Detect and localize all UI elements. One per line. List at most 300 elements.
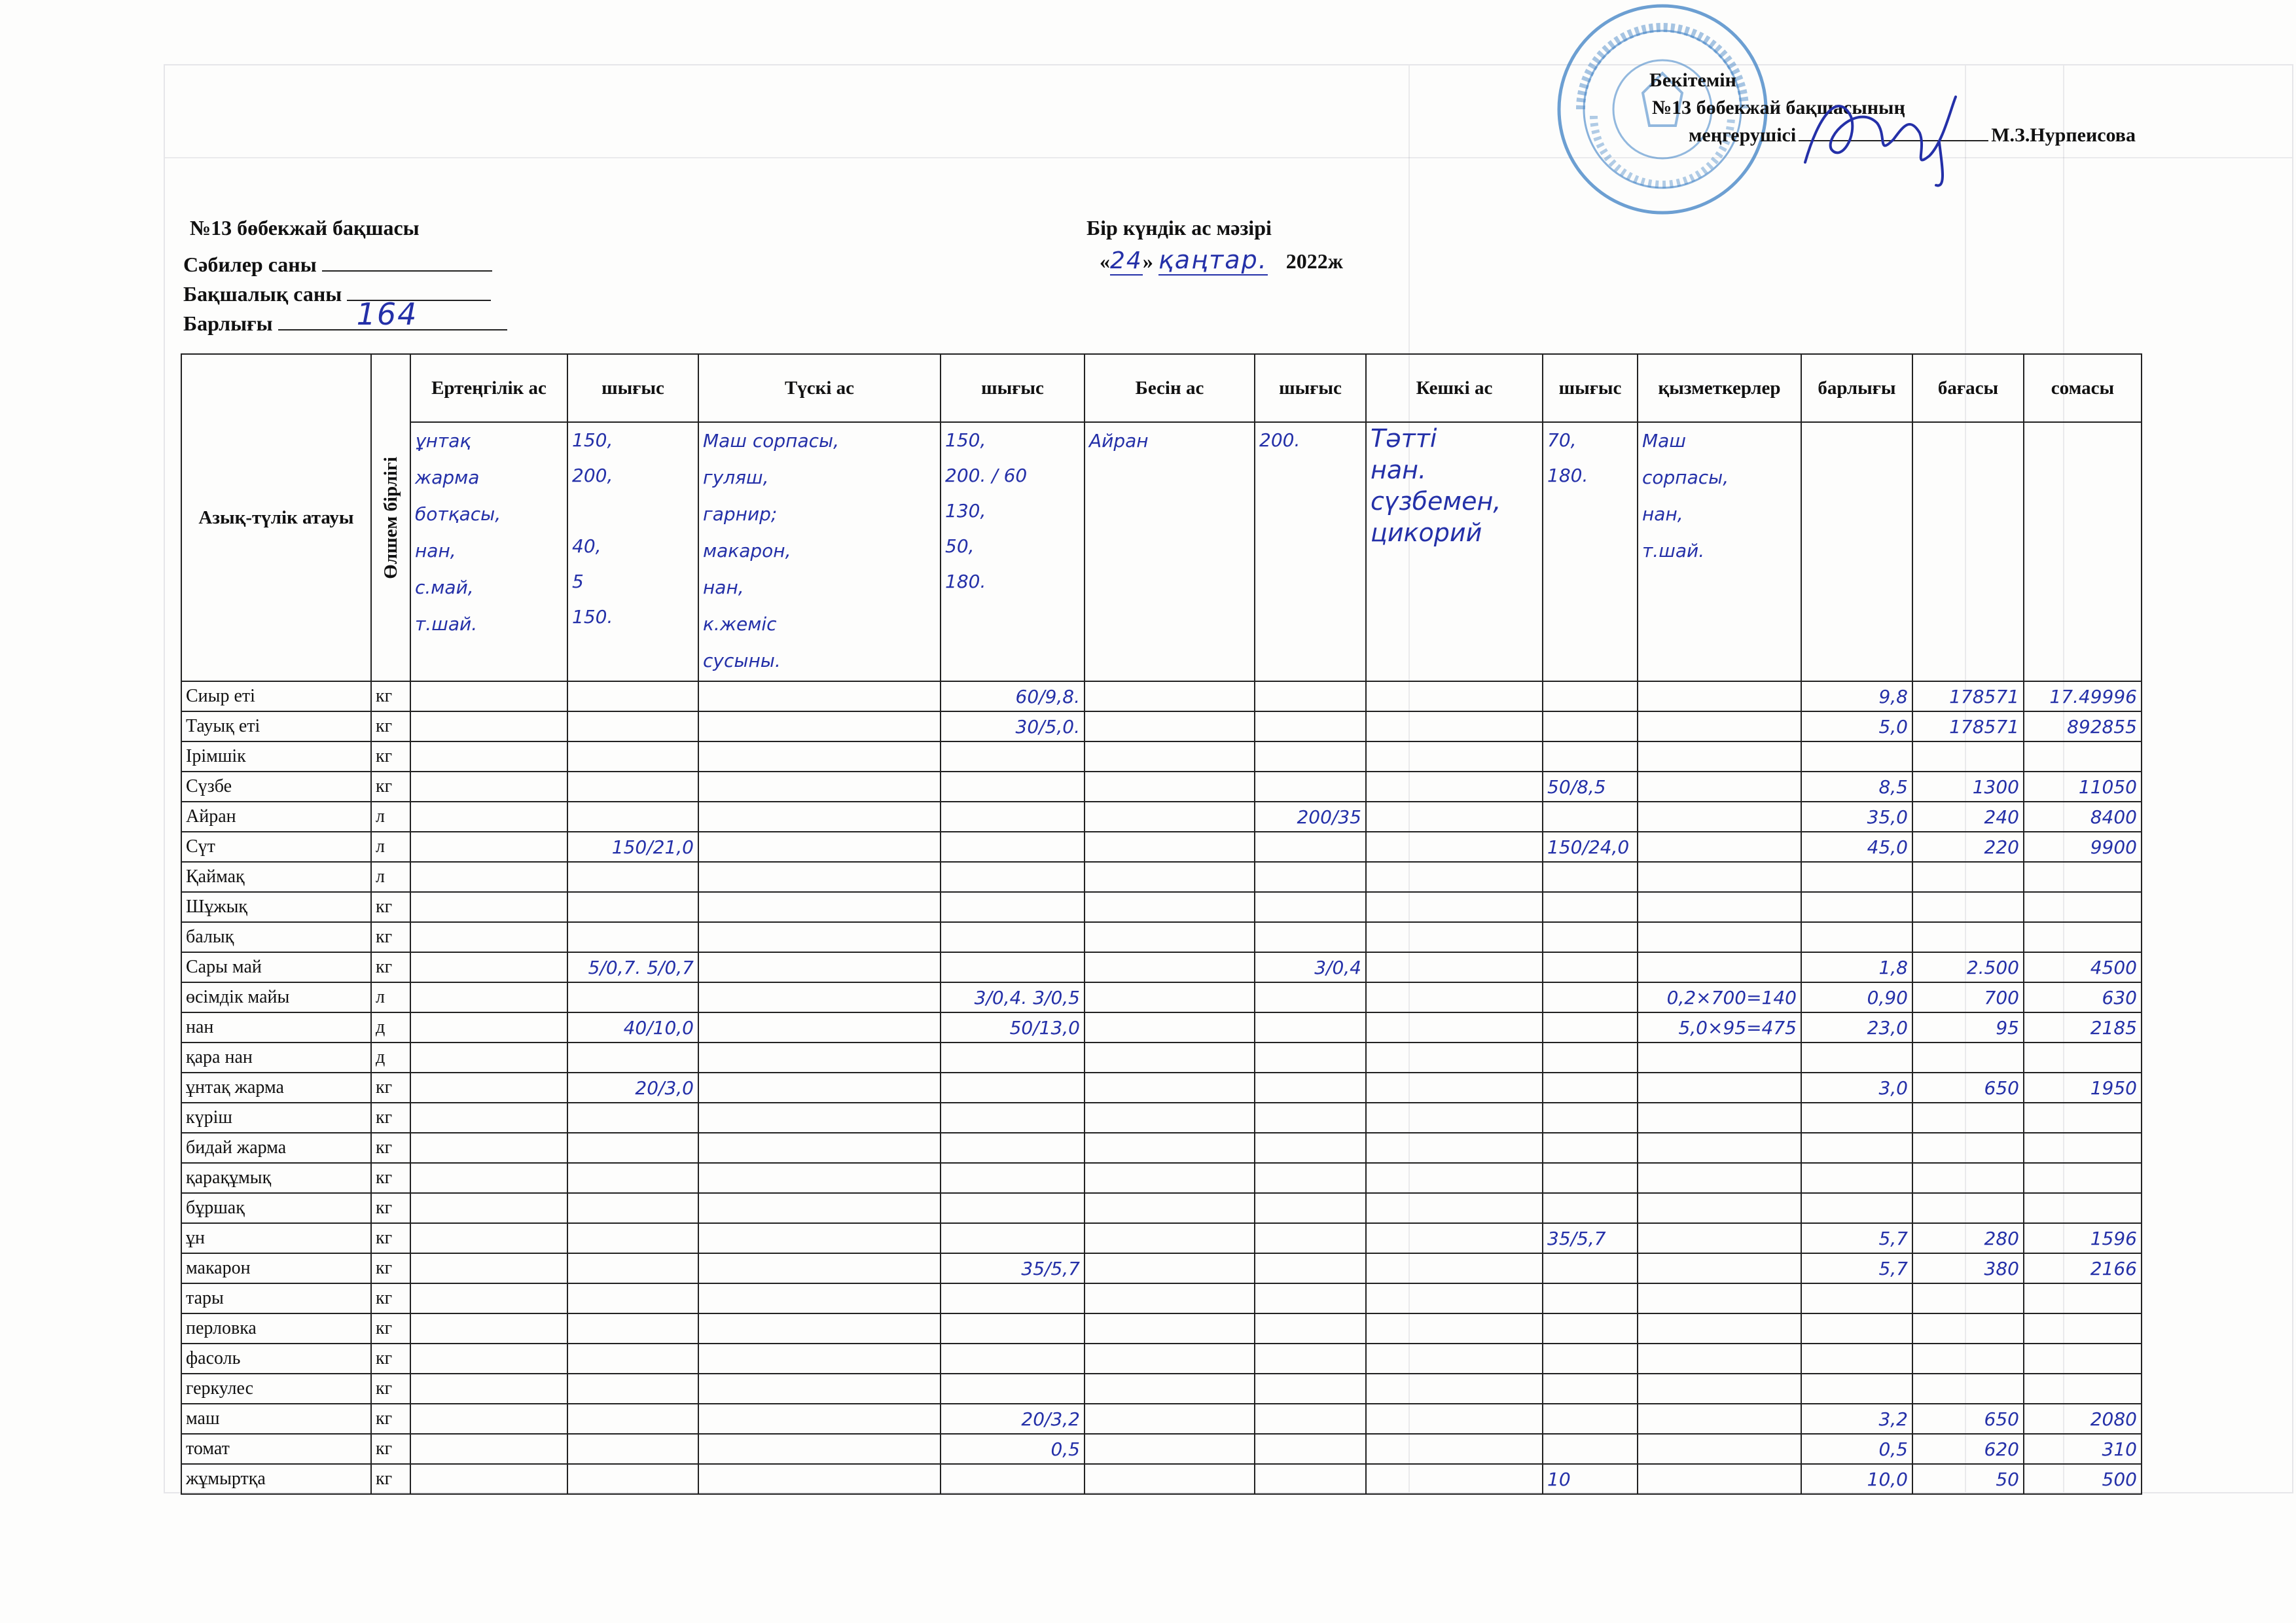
table-row [181,952,2142,982]
sum-cell [2024,1344,2142,1374]
sum-cell [2024,1103,2142,1133]
breakfast-cell [410,982,567,1012]
product-name: перловка [181,1313,371,1344]
total-cell: 35,0 [1801,802,1912,832]
snack-cell [1085,922,1255,952]
price-cell [1912,1043,2024,1073]
dinner-out-cell: 10 [1543,1464,1638,1494]
breakfast-out-cell [567,1344,698,1374]
lunch-cell [698,1043,941,1073]
lunch-out-cell: 35/5,7 [941,1253,1085,1283]
dinner-out-cell [1543,711,1638,741]
staff-cell: 0,2×700=140 [1638,982,1801,1012]
price-cell: 280 [1912,1223,2024,1253]
lunch-cell [698,1344,941,1374]
breakfast-out-cell [567,982,698,1012]
price-cell: 650 [1912,1404,2024,1434]
lunch-cell [698,1073,941,1103]
unit-cell: кг [371,1313,410,1344]
sum-cell: 8400 [2024,802,2142,832]
sum-cell: 9900 [2024,832,2142,862]
staff-cell [1638,1133,1801,1163]
total-count-line: Барлығы 164 [183,311,507,336]
product-name: Сүзбе [181,772,371,802]
breakfast-out-cell [567,1103,698,1133]
unit-cell: кг [371,922,410,952]
table-row [181,1434,2142,1464]
col-price: бағасы [1912,354,2024,422]
table-row [181,711,2142,741]
dinner-cell [1366,862,1543,892]
lunch-out-cell [941,1283,1085,1313]
handwritten-line: 150. [572,606,613,628]
dinner-cell [1366,802,1543,832]
handwritten-line: 200, [572,465,613,486]
total-cell [1801,1043,1912,1073]
lunch-out-cell [941,1163,1085,1193]
staff-cell [1638,1043,1801,1073]
snack-out-cell [1255,1163,1366,1193]
handwritten-line: 50, [945,535,975,557]
product-name: ұн [181,1223,371,1253]
dinner-out-cell [1543,1283,1638,1313]
lunch-cell [698,681,941,711]
product-name: нан [181,1012,371,1043]
handwritten-line: гарнир; [703,503,778,525]
col-sum: сомасы [2024,354,2142,422]
table-row [181,681,2142,711]
unit-cell: кг [371,1103,410,1133]
handwritten-line: гуляш, [703,467,769,488]
staff-cell [1638,1313,1801,1344]
approval-position: меңгерушісі [1689,124,1797,146]
sum-cell [2024,892,2142,922]
total-cell [1801,1374,1912,1404]
product-name: Ірімшік [181,741,371,772]
handwritten-line: макарон, [703,540,791,562]
handwritten-line: сүзбемен, [1371,487,1501,516]
snack-cell [1085,681,1255,711]
snack-cell [1085,802,1255,832]
table-row [181,1283,2142,1313]
approval-name: М.З.Нурпеисова [1991,124,2136,146]
breakfast-cell [410,862,567,892]
snack-out-cell [1255,1223,1366,1253]
snack-cell [1085,772,1255,802]
lunch-out-cell [941,741,1085,772]
breakfast-cell [410,1193,567,1223]
breakfast-cell [410,1012,567,1043]
sum-cell [2024,1193,2142,1223]
total-cell [1801,1313,1912,1344]
product-name: өсімдік майы [181,982,371,1012]
lunch-out-cell [941,892,1085,922]
snack-cell [1085,1344,1255,1374]
breakfast-cell [410,922,567,952]
lunch-cell [698,1103,941,1133]
table-row [181,1223,2142,1253]
dinner-out-cell [1543,1404,1638,1434]
table-row [181,832,2142,862]
table-row [181,772,2142,802]
lunch-out-cell [941,1374,1085,1404]
col-out-lunch: шығыс [941,354,1085,422]
product-name: бидай жарма [181,1133,371,1163]
lunch-cell [698,1163,941,1193]
dinner-cell [1366,892,1543,922]
dinner-out-cell [1543,1103,1638,1133]
approval-head-line [1649,122,2136,149]
snack-cell [1085,1073,1255,1103]
breakfast-out-cell [567,1434,698,1464]
product-name: Сиыр еті [181,681,371,711]
product-name: күріш [181,1103,371,1133]
snack-cell [1085,1434,1255,1464]
dinner-out-cell [1543,1163,1638,1193]
breakfast-cell [410,1283,567,1313]
product-name: маш [181,1404,371,1434]
breakfast-out-cell: 5/0,7. 5/0,7 [567,952,698,982]
sum-cell [2024,922,2142,952]
price-cell [1912,1133,2024,1163]
total-cell [1801,1344,1912,1374]
snack-cell [1085,1313,1255,1344]
sum-cell: 1950 [2024,1073,2142,1103]
unit-cell: кг [371,741,410,772]
price-cell: 700 [1912,982,2024,1012]
snack-out-cell [1255,1283,1366,1313]
col-lunch: Түскі ас [698,354,941,422]
price-cell [1912,1163,2024,1193]
lunch-cell [698,1133,941,1163]
product-name: балық [181,922,371,952]
handwritten-line: сорпасы, [1642,467,1729,488]
dinner-out-cell [1543,802,1638,832]
menu-table [181,353,2142,1495]
breakfast-out-cell [567,802,698,832]
approval-org: №13 бөбекжай бақшасының [1652,97,1905,118]
price-cell: 380 [1912,1253,2024,1283]
table-row [181,922,2142,952]
lunch-out-cell [941,922,1085,952]
handwritten-line [572,493,694,529]
snack-out-cell [1255,1374,1366,1404]
staff-cell [1638,802,1801,832]
lunch-cell [698,892,941,922]
table-row [181,1374,2142,1404]
lunch-out-cell [941,1344,1085,1374]
handwritten-line: нан, [415,540,456,562]
sum-cell [2024,1313,2142,1344]
dinner-cell [1366,1012,1543,1043]
lunch-cell [698,952,941,982]
unit-cell: кг [371,952,410,982]
price-cell [1912,1374,2024,1404]
breakfast-cell [410,772,567,802]
unit-cell: кг [371,892,410,922]
date-year: 2022ж [1285,249,1343,273]
handwritten-line: нан, [1642,503,1683,525]
handwritten-line: 180. [1547,465,1588,486]
dinner-cell [1366,1404,1543,1434]
breakfast-cell [410,832,567,862]
table-row [181,1313,2142,1344]
sum-cell: 892855 [2024,711,2142,741]
unit-cell: л [371,862,410,892]
table-row [181,1073,2142,1103]
lunch-cell [698,1283,941,1313]
handwritten-signature [1779,77,1995,188]
unit-cell: кг [371,1283,410,1313]
lunch-dishes [698,422,941,681]
snack-out-cell [1255,832,1366,862]
handwritten-line: Маш сорпасы, [703,430,840,452]
snack-cell [1085,1253,1255,1283]
unit-cell: кг [371,1253,410,1283]
dinner-out-cell [1543,1374,1638,1404]
snack-out-cell [1255,741,1366,772]
handwritten-line: цикорий [1371,518,1482,547]
handwritten-line: Айран [1089,430,1149,452]
total-cell: 8,5 [1801,772,1912,802]
lunch-cell [698,1193,941,1223]
snack-cell [1085,1103,1255,1133]
breakfast-out-cell [567,711,698,741]
unit-cell: кг [371,1344,410,1374]
dinner-cell [1366,1103,1543,1133]
staff-cell [1638,711,1801,741]
snack-out-cell [1255,1193,1366,1223]
unit-cell: кг [371,1193,410,1223]
breakfast-cell [410,1073,567,1103]
staff-cell: 5,0×95=475 [1638,1012,1801,1043]
total-cell [1801,862,1912,892]
snack-out-cell [1255,772,1366,802]
snack-cell [1085,1163,1255,1193]
snack-out-cell [1255,711,1366,741]
snack-cell [1085,832,1255,862]
breakfast-cell [410,1223,567,1253]
product-name: Айран [181,802,371,832]
total-cell: 3,2 [1801,1404,1912,1434]
dinner-out-cell [1543,1344,1638,1374]
breakfast-cell [410,741,567,772]
table-row [181,1012,2142,1043]
unit-cell: кг [371,711,410,741]
product-name: қарақұмық [181,1163,371,1193]
snack-cell [1085,1012,1255,1043]
lunch-cell [698,982,941,1012]
table-row [181,1163,2142,1193]
dinner-out-cell: 50/8,5 [1543,772,1638,802]
dinner-out-cell [1543,862,1638,892]
lunch-out-cell [941,1043,1085,1073]
snack-out-cell [1255,1253,1366,1283]
sum-cell: 1596 [2024,1223,2142,1253]
snack-cell [1085,892,1255,922]
handwritten-line: 150, [572,429,613,451]
table-row [181,802,2142,832]
sum-cell [2024,741,2142,772]
product-rows [181,681,2142,1494]
table-row [181,982,2142,1012]
price-cell: 50 [1912,1464,2024,1494]
dinner-cell [1366,1344,1543,1374]
dinner-cell [1366,681,1543,711]
snack-out-cell [1255,1043,1366,1073]
header-row [181,354,2142,422]
unit-cell: кг [371,1163,410,1193]
staff-cell [1638,1073,1801,1103]
lunch-out-cell: 3/0,4. 3/0,5 [941,982,1085,1012]
col-staff: қызметкерлер [1638,354,1801,422]
snack-cell [1085,1223,1255,1253]
dinner-out-cell [1543,1434,1638,1464]
snack-out-cell [1255,1404,1366,1434]
handwritten-line: 200. [1259,429,1300,451]
staff-cell [1638,1253,1801,1283]
col-out-dinner: шығыс [1543,354,1638,422]
price-cell: 178571 [1912,681,2024,711]
breakfast-out-cell [567,1163,698,1193]
table-row [181,1344,2142,1374]
handwritten-line: с.май, [415,577,474,598]
org-name: №13 бөбекжай бақшасы [190,216,420,240]
staff-cell [1638,1464,1801,1494]
total-cell: 9,8 [1801,681,1912,711]
col-unit: Өлшем бірлігі [371,354,410,681]
dinner-cell [1366,741,1543,772]
lunch-cell [698,802,941,832]
total-cell [1801,741,1912,772]
staff-cell [1638,922,1801,952]
col-product: Азық-түлік атауы [181,354,371,681]
dinner-dishes [1366,422,1543,681]
snack-cell [1085,1404,1255,1434]
sum-cell [2024,862,2142,892]
dinner-out-cell [1543,1043,1638,1073]
snack-out-cell [1255,862,1366,892]
price-cell [1912,892,2024,922]
sum-cell [2024,1374,2142,1404]
dinner-out-cell [1543,1073,1638,1103]
total-cell [1801,1103,1912,1133]
breakfast-dishes [410,422,567,681]
staff-cell [1638,832,1801,862]
dinner-out-cell [1543,1313,1638,1344]
breakfast-cell [410,681,567,711]
breakfast-out-cell [567,1253,698,1283]
breakfast-cell [410,1374,567,1404]
breakfast-cell [410,1313,567,1344]
staff-cell [1638,952,1801,982]
lunch-portions [941,422,1085,681]
lunch-out-cell [941,952,1085,982]
staff-cell [1638,772,1801,802]
total-cell: 1,8 [1801,952,1912,982]
total-cell: 5,0 [1801,711,1912,741]
lunch-out-cell [941,1103,1085,1133]
staff-dishes [1638,422,1801,681]
snack-dishes [1085,422,1255,681]
product-name: Тауық еті [181,711,371,741]
product-name: фасоль [181,1344,371,1374]
breakfast-cell [410,1103,567,1133]
handwritten-line: нан, [703,577,744,598]
handwritten-line: 200. / 60 [945,465,1028,486]
dinner-cell [1366,711,1543,741]
handwritten-line: жарма [415,467,480,488]
children-count-line: Сәбилер саны [183,252,492,277]
snack-cell [1085,1043,1255,1073]
lunch-cell [698,832,941,862]
staff-cell [1638,862,1801,892]
approval-title: Бекітемін [1649,69,1736,91]
unit-cell: д [371,1043,410,1073]
dinner-out-cell [1543,922,1638,952]
sum-cell [2024,1043,2142,1073]
breakfast-cell [410,1344,567,1374]
breakfast-cell [410,1043,567,1073]
unit-cell: л [371,802,410,832]
staff-cell [1638,1223,1801,1253]
snack-out-cell [1255,1073,1366,1103]
lunch-cell [698,862,941,892]
total-cell: 23,0 [1801,1012,1912,1043]
snack-out-cell [1255,1464,1366,1494]
dish-row [181,422,2142,681]
table-row [181,1103,2142,1133]
snack-out-cell [1255,892,1366,922]
lunch-out-cell [941,1313,1085,1344]
snack-out-cell [1255,1103,1366,1133]
unit-cell: кг [371,1404,410,1434]
total-cell: 5,7 [1801,1253,1912,1283]
product-name: томат [181,1434,371,1464]
dinner-cell [1366,1163,1543,1193]
sum-cell [2024,1133,2142,1163]
dinner-out-cell [1543,681,1638,711]
breakfast-out-cell [567,1043,698,1073]
unit-cell: кг [371,1434,410,1464]
unit-cell: кг [371,1073,410,1103]
snack-out-cell [1255,1344,1366,1374]
dinner-out-cell: 150/24,0 [1543,832,1638,862]
handwritten-line: 150, [945,429,986,451]
lunch-cell [698,1464,941,1494]
product-name: бұршақ [181,1193,371,1223]
sum-cell: 630 [2024,982,2142,1012]
handwritten-line: 130, [945,500,986,522]
product-name: Сары май [181,952,371,982]
unit-cell: кг [371,1464,410,1494]
price-cell: 240 [1912,802,2024,832]
price-cell [1912,1103,2024,1133]
col-out-breakfast: шығыс [567,354,698,422]
product-name: қара нан [181,1043,371,1073]
sum-cell [2024,1163,2142,1193]
lunch-out-cell [941,1464,1085,1494]
table-row [181,1043,2142,1073]
total-cell [1801,1133,1912,1163]
dinner-cell [1366,982,1543,1012]
snack-cell [1085,1374,1255,1404]
price-cell [1912,1313,2024,1344]
table-row [181,1404,2142,1434]
dinner-cell [1366,1193,1543,1223]
dinner-out-cell [1543,1253,1638,1283]
product-name: тары [181,1283,371,1313]
